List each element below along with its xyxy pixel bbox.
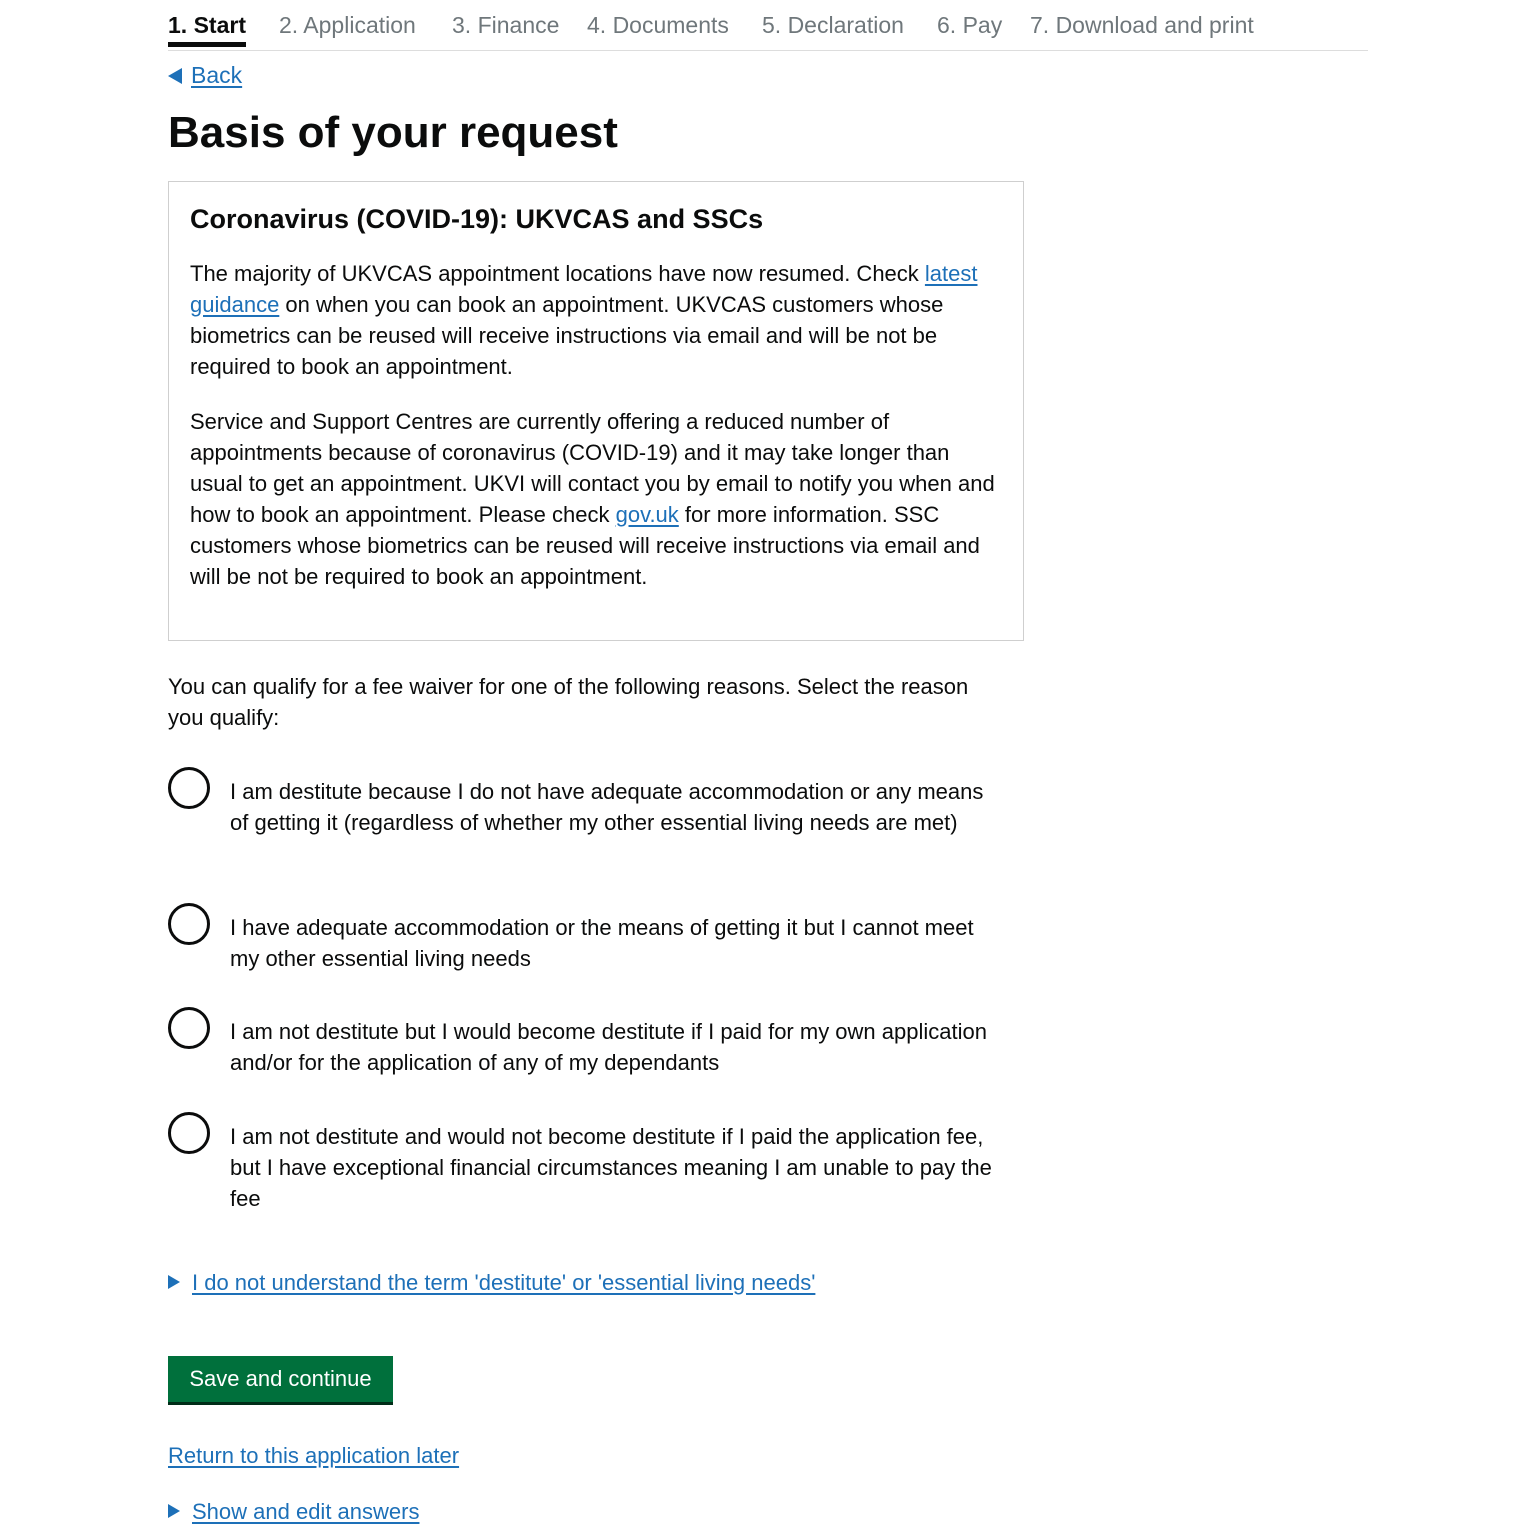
triangle-right-icon	[168, 1504, 180, 1518]
covid-notice-panel	[168, 181, 1024, 641]
return-later-link[interactable]: Return to this application later	[168, 1443, 460, 1468]
step-download-print[interactable]: 7. Download and print	[1030, 12, 1254, 38]
back-link[interactable]: Back	[191, 62, 243, 88]
page-title: Basis of your request	[168, 108, 618, 157]
page-container	[168, 0, 1368, 1524]
radio-button[interactable]	[168, 903, 210, 945]
show-edit-answers-summary[interactable]: Show and edit answers	[192, 1499, 420, 1524]
radio-label[interactable]: I am not destitute and would not become destitute if I paid the application fee, but I have exceptional financial circumstances meaning I am unable to pay the fee	[230, 1124, 992, 1211]
step-application[interactable]: 2. Application	[279, 12, 416, 38]
back-arrow-icon	[168, 68, 182, 84]
notice-heading: Coronavirus (COVID-19): UKVCAS and SSCs	[190, 204, 764, 234]
save-and-continue-button[interactable]: Save and continue	[168, 1356, 393, 1402]
gov-uk-link[interactable]: gov.uk	[615, 502, 679, 527]
radio-label[interactable]: I am destitute because I do not have adequate accommodation or any means of getting it (regardless of whether my other essential living needs are met)	[230, 779, 984, 835]
radio-button[interactable]	[168, 1112, 210, 1154]
step-declaration[interactable]: 5. Declaration	[762, 12, 904, 38]
notice-paragraph-ssc	[190, 406, 1003, 592]
radio-label[interactable]: I am not destitute but I would become destitute if I paid for my own application and/or for the application of any of my dependants	[230, 1019, 987, 1075]
radio-button[interactable]	[168, 767, 210, 809]
step-navigation	[168, 0, 1368, 51]
step-pay[interactable]: 6. Pay	[937, 12, 1003, 38]
notice-p2-text-before: Service and Support Centres are currently offering a reduced number of appointments because of coronavirus (COVID-19) and it may take longer than usual to get an appointment. UKVI will contact you by email to notify you when and how to book an appointment. Please check	[190, 409, 995, 527]
notice-paragraph-ukvcas	[190, 258, 1003, 382]
radio-button[interactable]	[168, 1007, 210, 1049]
step-start[interactable]: 1. Start	[168, 10, 246, 47]
return-later-wrapper	[168, 1440, 459, 1471]
step-finance[interactable]: 3. Finance	[452, 12, 560, 38]
notice-p2-text-after: for more information. SSC customers whose biometrics can be reused will receive instructions via email and will be not be required to book an appointment.	[190, 502, 980, 589]
details-destitute-toggle[interactable]	[168, 1267, 815, 1298]
back-link-wrapper	[168, 60, 242, 90]
radio-label[interactable]: I have adequate accommodation or the means of getting it but I cannot meet my other essential living needs	[230, 915, 974, 971]
fee-waiver-intro: You can qualify for a fee waiver for one of the following reasons. Select the reason you qualify:	[168, 674, 969, 730]
triangle-right-icon	[168, 1275, 180, 1289]
latest-guidance-link[interactable]: latest guidance	[190, 261, 978, 317]
notice-p1-text-before: The majority of UKVCAS appointment locations have now resumed. Check	[190, 261, 925, 286]
show-edit-answers-toggle[interactable]	[168, 1496, 419, 1527]
step-documents[interactable]: 4. Documents	[587, 12, 729, 38]
notice-p1-text-after: on when you can book an appointment. UKVCAS customers whose biometrics can be reused will receive instructions via email and will be not be required to book an appointment.	[190, 292, 944, 379]
details-destitute-summary[interactable]: I do not understand the term 'destitute' or 'essential living needs'	[192, 1270, 816, 1295]
